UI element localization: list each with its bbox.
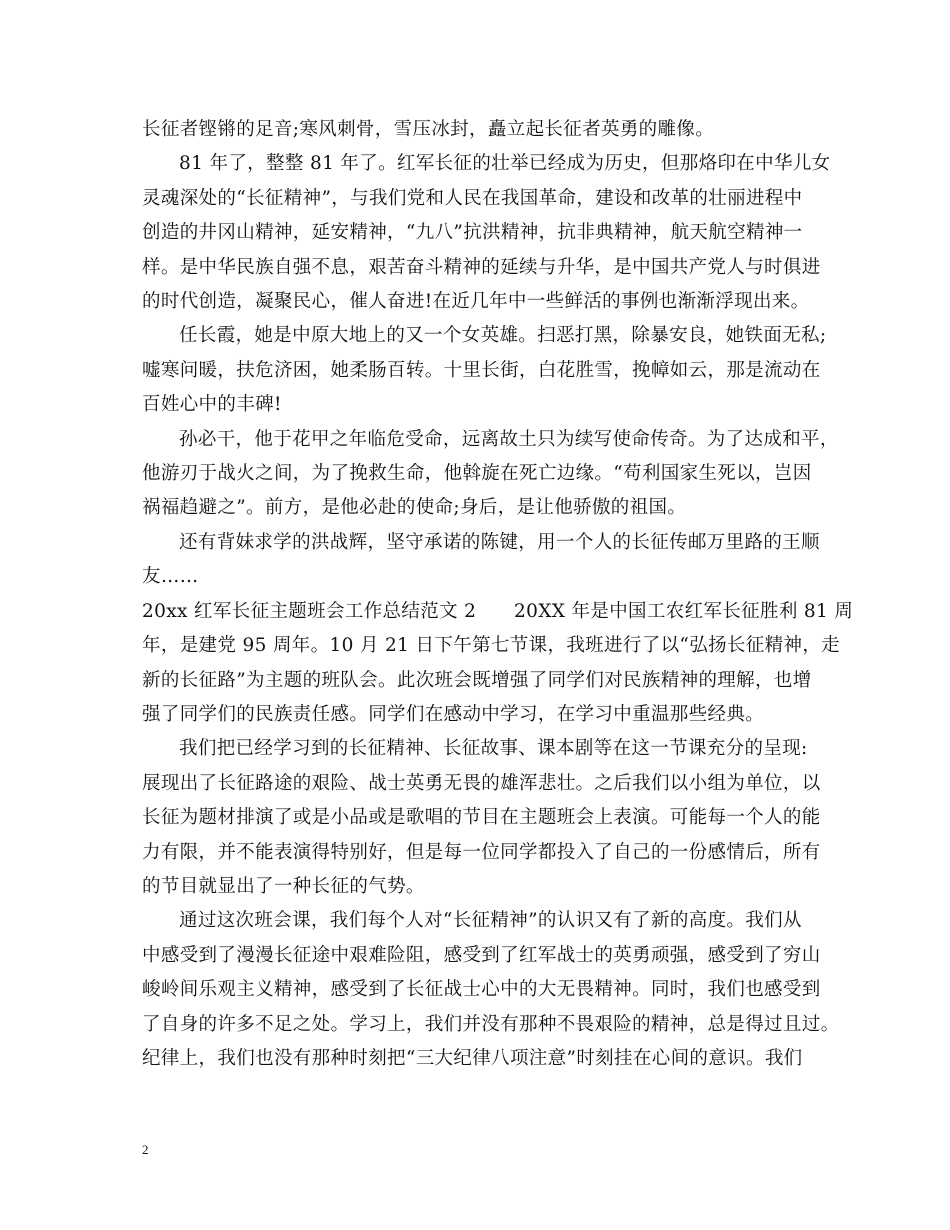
text-line: 中感受到了漫漫长征途中艰难险阻，感受到了红军战士的英勇顽强，感受到了穷山 — [142, 944, 821, 966]
page-number: 2 — [142, 1142, 149, 1157]
paragraph — [142, 423, 839, 526]
text-line: 他游刃于战火之间，为了挽救生命，他斡旋在死亡边缘。“苟利国家生死以，岂因 — [142, 463, 812, 485]
text-line: 创造的井冈山精神，延安精神，“九八”抗洪精神，抗非典精神，航天航空精神一 — [142, 222, 803, 244]
text-line: 嘘寒问暖，扶危济困，她柔肠百转。十里长街，白花胜雪，挽幛如云，那是流动在 — [142, 359, 821, 381]
paragraph — [142, 732, 822, 904]
text-line: 强了同学们的民族责任感。同学们在感动中学习，在学习中重温那些经典。 — [142, 703, 765, 725]
text-line: 年，是建党 95 周年。10 月 21 日下午第七节课，我班进行了以“弘扬长征精神，走 — [142, 635, 841, 657]
paragraph — [142, 904, 840, 1076]
paragraph — [142, 319, 827, 422]
text-line: 的节目就显出了一种长征的气势。 — [142, 875, 425, 897]
text-line: 孙必干，他于花甲之年临危受命，远离故土只为续写使命传奇。为了达成和平， — [179, 428, 839, 450]
text-line: 新的长征路”为主题的班队会。此次班会既增强了同学们对民族精神的理解，也增 — [142, 669, 812, 691]
text-line: 20xx 红军长征主题班会工作总结范文 2 20XX 年是中国工农红军长征胜利 81 周 — [142, 600, 854, 622]
text-line: 友…… — [142, 566, 199, 588]
text-line: 纪律上，我们也没有那种时刻把“三大纪律八项注意”时刻挂在心间的意识。我们 — [142, 1047, 803, 1069]
paragraph — [142, 595, 854, 733]
text-line: 百姓心中的丰碑! — [142, 394, 282, 416]
text-line: 通过这次班会课，我们每个人对“长征精神”的认识又有了新的高度。我们从 — [179, 910, 802, 932]
paragraph — [142, 526, 822, 595]
paragraph — [142, 147, 831, 319]
text-line: 还有背妹求学的洪战辉，坚守承诺的陈键，用一个人的长征传邮万里路的王顺 — [179, 531, 820, 553]
text-line: 任长霞，她是中原大地上的又一个女英雄。扫恶打黑，除暴安良，她铁面无私; — [179, 325, 827, 347]
text-line: 的时代创造，凝聚民心，催人奋进!在近几年中一些鲜活的事例也渐渐浮现出来。 — [142, 291, 810, 313]
text-line: 长征为题材排演了或是小品或是歌唱的节目在主题班会上表演。可能每一个人的能 — [142, 807, 821, 829]
text-line: 峻岭间乐观主义精神，感受到了长征战士心中的大无畏精神。同时，我们也感受到 — [142, 979, 821, 1001]
text-line: 我们把已经学习到的长征精神、长征故事、课本剧等在这一节课充分的呈现: — [179, 738, 808, 760]
text-line: 祸福趋避之”。前方，是他必赴的使命;身后，是让他骄傲的祖国。 — [142, 497, 687, 519]
text-line: 81 年了，整整 81 年了。红军长征的壮举已经成为历史，但那烙印在中华儿女 — [179, 153, 831, 175]
document-body — [142, 113, 854, 1076]
text-line: 力有限，并不能表演得特别好，但是每一位同学都投入了自己的一份感情后，所有 — [142, 841, 821, 863]
text-line: 了自身的许多不足之处。学习上，我们并没有那种不畏艰险的精神，总是得过且过。 — [142, 1013, 840, 1035]
paragraph — [142, 113, 822, 147]
text-line: 展现出了长征路途的艰险、战士英勇无畏的雄浑悲壮。之后我们以小组为单位，以 — [142, 772, 821, 794]
text-line: 灵魂深处的“长征精神”，与我们党和人民在我国革命，建设和改革的壮丽进程中 — [142, 187, 803, 209]
text-line: 样。是中华民族自强不息，艰苦奋斗精神的延续与升华，是中国共产党人与时俱进 — [142, 256, 821, 278]
text-line: 长征者铿锵的足音;寒风刺骨，雪压冰封，矗立起长征者英勇的雕像。 — [142, 119, 715, 140]
